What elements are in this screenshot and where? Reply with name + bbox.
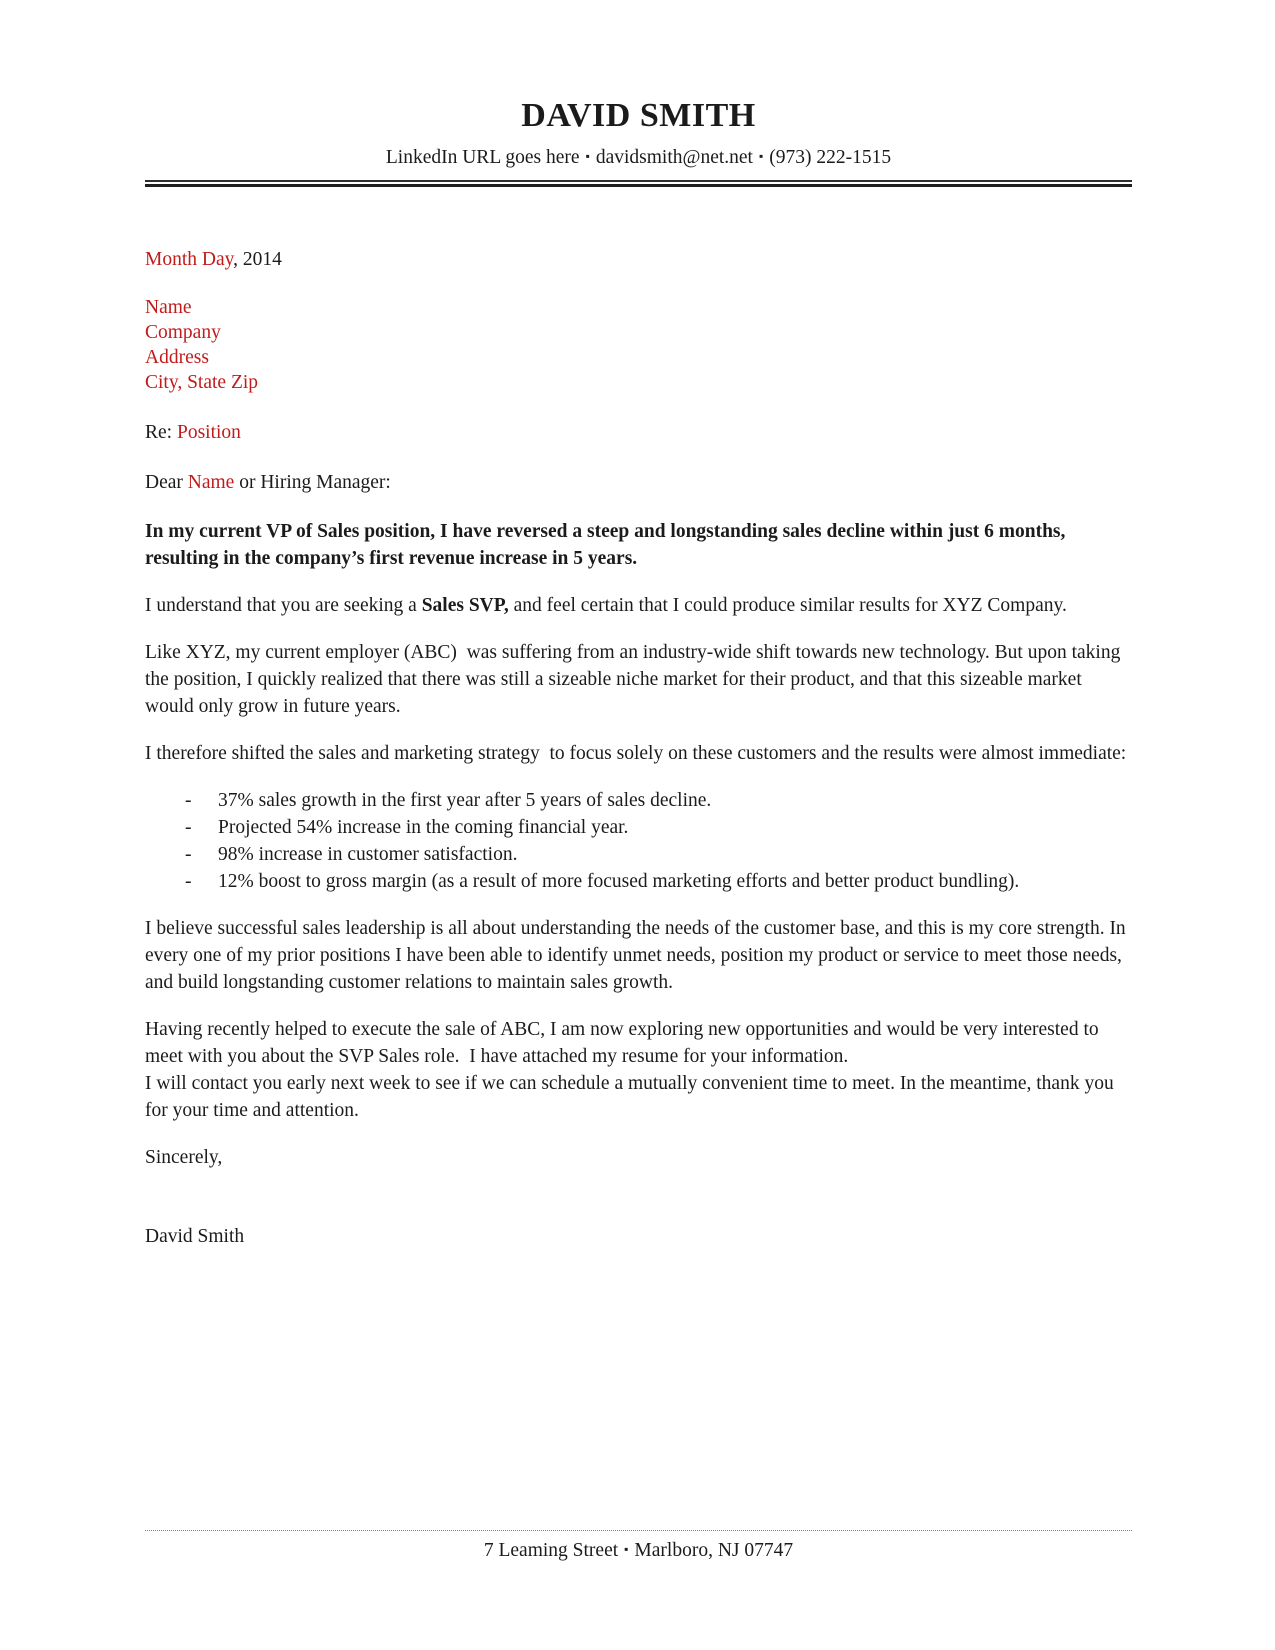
- list-item-text: Projected 54% increase in the coming financial year.: [218, 817, 629, 838]
- salutation-pre: Dear: [145, 472, 188, 493]
- salutation-post: or Hiring Manager:: [234, 472, 391, 493]
- paragraph-seeking-bold: Sales SVP,: [421, 595, 509, 616]
- footer-street: 7 Leaming Street: [483, 1540, 619, 1561]
- paragraph-leadership: I believe successful sales leadership is all about understanding the needs of the customer base, and this is my core strength. In every one of my prior positions I have been able to identify unmet needs, position my product or service to meet those needs, and build longstanding customer relations to maintain sales growth.: [145, 918, 1131, 993]
- list-item: [145, 841, 1132, 868]
- recipient-block: [145, 295, 1132, 395]
- contact-line: [145, 143, 1132, 171]
- list-item: [145, 814, 1132, 841]
- closing: Sincerely,: [145, 1147, 223, 1168]
- salutation-name-placeholder: Name: [187, 472, 235, 493]
- paragraph-employer: Like XYZ, my current employer (ABC) was suffering from an industry-wide shift towards new technology. But upon taking the position, I quickly realized that there was still a sizeable niche market for their product, and that this sizeable market would only grow in future years.: [145, 642, 1126, 717]
- re-label: Re:: [145, 422, 177, 443]
- linkedin-placeholder: LinkedIn URL goes here: [385, 147, 580, 168]
- paragraph-seeking-post: and feel certain that I could produce similar results for XYZ Company.: [508, 595, 1067, 616]
- recipient-city-state-zip: City, State Zip: [145, 372, 259, 393]
- bullet-square-icon: ▪: [585, 149, 590, 163]
- bullet-square-icon: ▪: [624, 1542, 629, 1556]
- date-line: [145, 246, 1132, 273]
- list-item-text: 98% increase in customer satisfaction.: [218, 844, 518, 865]
- signature: David Smith: [145, 1226, 245, 1247]
- paragraph-strategy: I therefore shifted the sales and marketing strategy to focus solely on these customers and the results were almost immediate:: [145, 743, 1127, 764]
- phone-text: (973) 222-1515: [769, 147, 892, 168]
- header: [145, 0, 1132, 187]
- date-placeholder: Month Day: [145, 249, 234, 270]
- list-item-text: 12% boost to gross margin (as a result of more focused marketing efforts and better product bundling).: [218, 871, 1020, 892]
- date-year: , 2014: [233, 249, 282, 270]
- recipient-address: Address: [145, 347, 209, 368]
- paragraph-next-steps-line2: I will contact you early next week to see if we can schedule a mutually convenient time to meet. In the meantime, thank you for your time and attention.: [145, 1073, 1119, 1121]
- header-divider: [145, 180, 1132, 187]
- footer-address: [145, 1536, 1132, 1564]
- dash-marker: -: [185, 844, 192, 865]
- re-position-placeholder: Position: [176, 422, 241, 443]
- paragraph-highlight: In my current VP of Sales position, I have reversed a steep and longstanding sales decline within just 6 months, resulting in the company’s first revenue increase in 5 years.: [145, 521, 1071, 569]
- recipient-company: Company: [145, 322, 221, 343]
- list-item-text: 37% sales growth in the first year after 5 years of sales decline.: [218, 790, 712, 811]
- letter-body: [145, 246, 1132, 1250]
- dash-marker: -: [185, 790, 192, 811]
- dash-marker: -: [185, 871, 192, 892]
- recipient-name: Name: [145, 297, 192, 318]
- paragraph-seeking-pre: I understand that you are seeking a: [145, 595, 422, 616]
- salutation: [145, 469, 1132, 496]
- dash-marker: -: [185, 817, 192, 838]
- re-line: [145, 419, 1132, 446]
- achievements-list: [145, 787, 1132, 895]
- footer-divider: [145, 1530, 1132, 1531]
- list-item: [145, 787, 1132, 814]
- page-title: DAVID SMITH: [521, 97, 756, 134]
- email-text: davidsmith@net.net: [595, 147, 753, 168]
- bullet-square-icon: ▪: [758, 149, 764, 163]
- footer-city-state-zip: Marlboro, NJ 07747: [634, 1540, 794, 1561]
- paragraph-seeking: [145, 592, 1132, 619]
- paragraph-next-steps: [145, 1016, 1132, 1124]
- list-item: [145, 868, 1132, 895]
- paragraph-next-steps-line1: Having recently helped to execute the sale of ABC, I am now exploring new opportunities and would be very interested to meet with you about the SVP Sales role. I have attached my resume for your information.: [145, 1019, 1104, 1067]
